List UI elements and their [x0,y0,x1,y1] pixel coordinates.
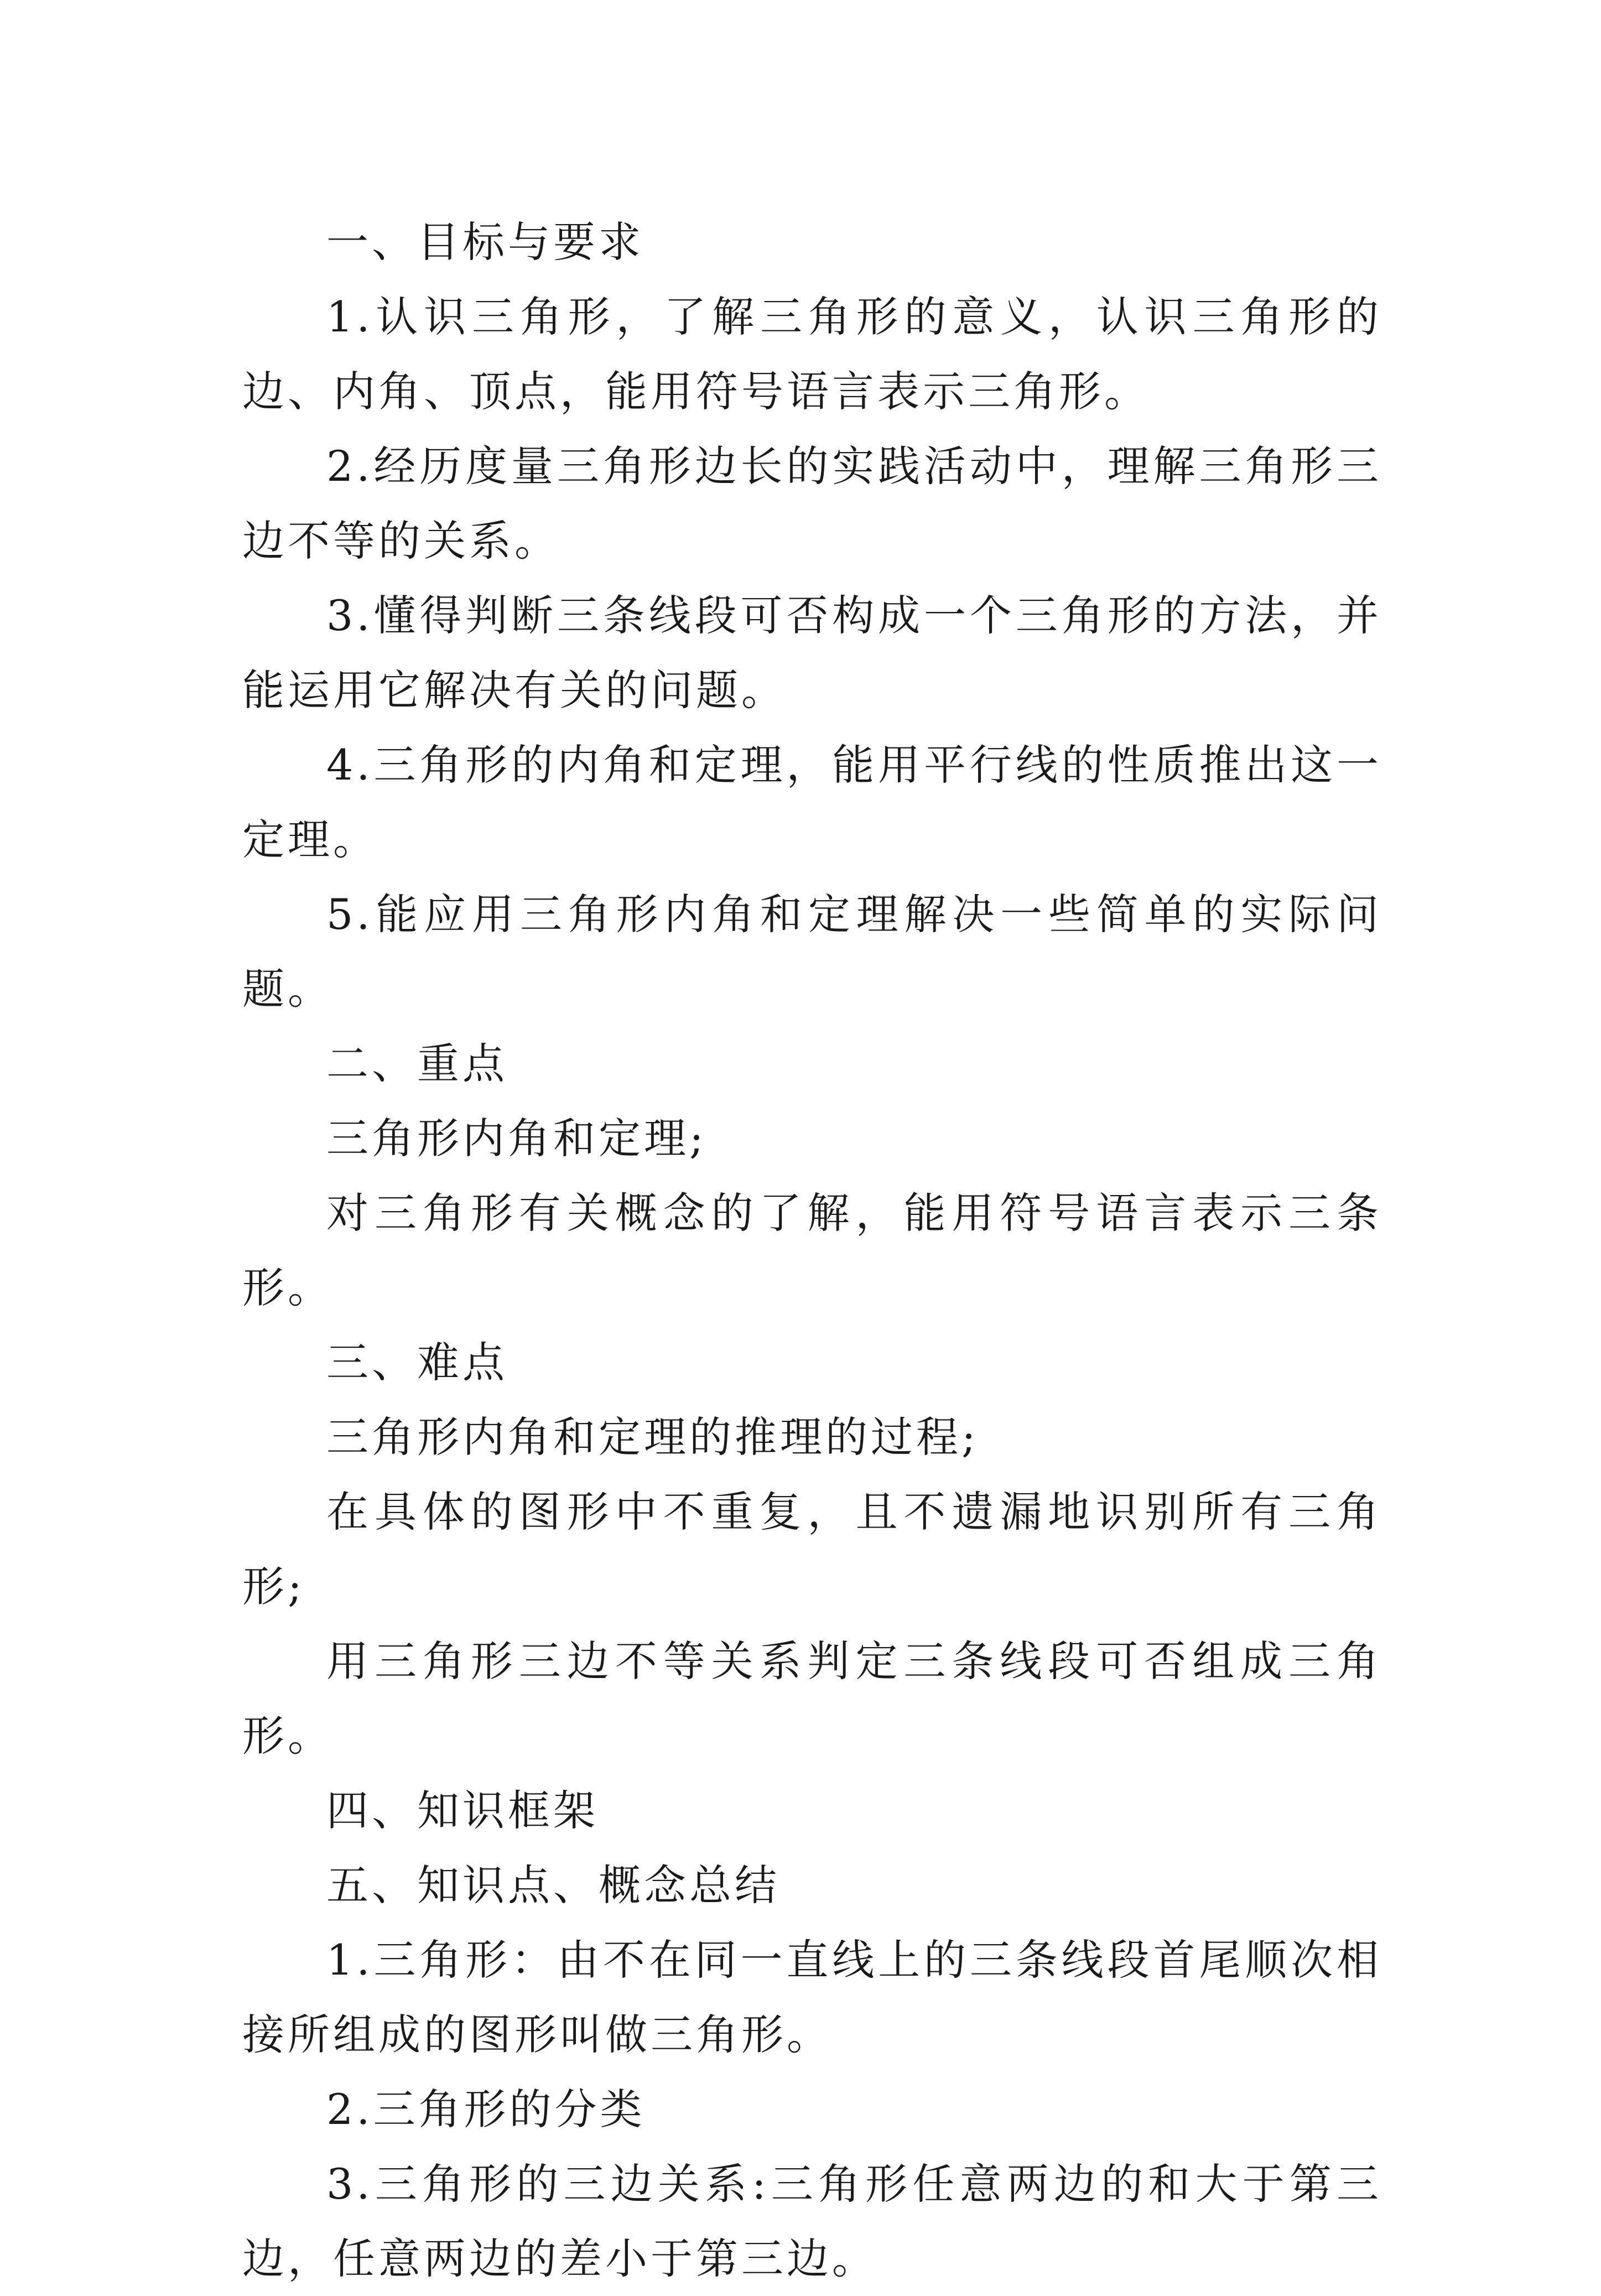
goal-item-2: 2.经历度量三角形边长的实践活动中，理解三角形三边不等的关系。 [242,441,1382,565]
summary-item-2: 2.三角形的分类 [326,2085,646,2134]
goal-item-5: 5.能应用三角形内角和定理解决一些简单的实际问题。 [242,890,1382,1014]
summary-item-3: 3.三角形的三边关系:三角形任意两边的和大于第三边，任意两边的差小于第三边。 [242,2159,1382,2283]
section-heading-framework: 四、知识框架 [326,1786,599,1835]
section-heading-goals: 一、目标与要求 [326,217,644,267]
key-point-2: 对三角形有关概念的了解，能用符号语言表示三条形。 [242,1188,1382,1312]
goal-item-1: 1.认识三角形，了解三角形的意义，认识三角形的边、内角、顶点，能用符号语言表示三角形。 [242,292,1382,416]
difficulty-2: 在具体的图形中不重复，且不遗漏地识别所有三角形; [242,1487,1382,1611]
document-body [242,205,1382,2296]
section-heading-difficulties: 三、难点 [326,1338,508,1387]
difficulty-1: 三角形内角和定理的推理的过程; [326,1412,979,1462]
section-heading-summary: 五、知识点、概念总结 [326,1861,780,1910]
goal-item-3: 3.懂得判断三条线段可否构成一个三角形的方法，并能运用它解决有关的问题。 [242,591,1382,715]
summary-item-1: 1.三角形：由不在同一直线上的三条线段首尾顺次相接所组成的图形叫做三角形。 [242,1935,1382,2059]
difficulty-3: 用三角形三边不等关系判定三条线段可否组成三角形。 [242,1637,1382,1760]
section-heading-key-points: 二、重点 [326,1039,508,1088]
goal-item-4: 4.三角形的内角和定理，能用平行线的性质推出这一定理。 [242,740,1382,864]
key-point-1: 三角形内角和定理; [326,1114,707,1163]
